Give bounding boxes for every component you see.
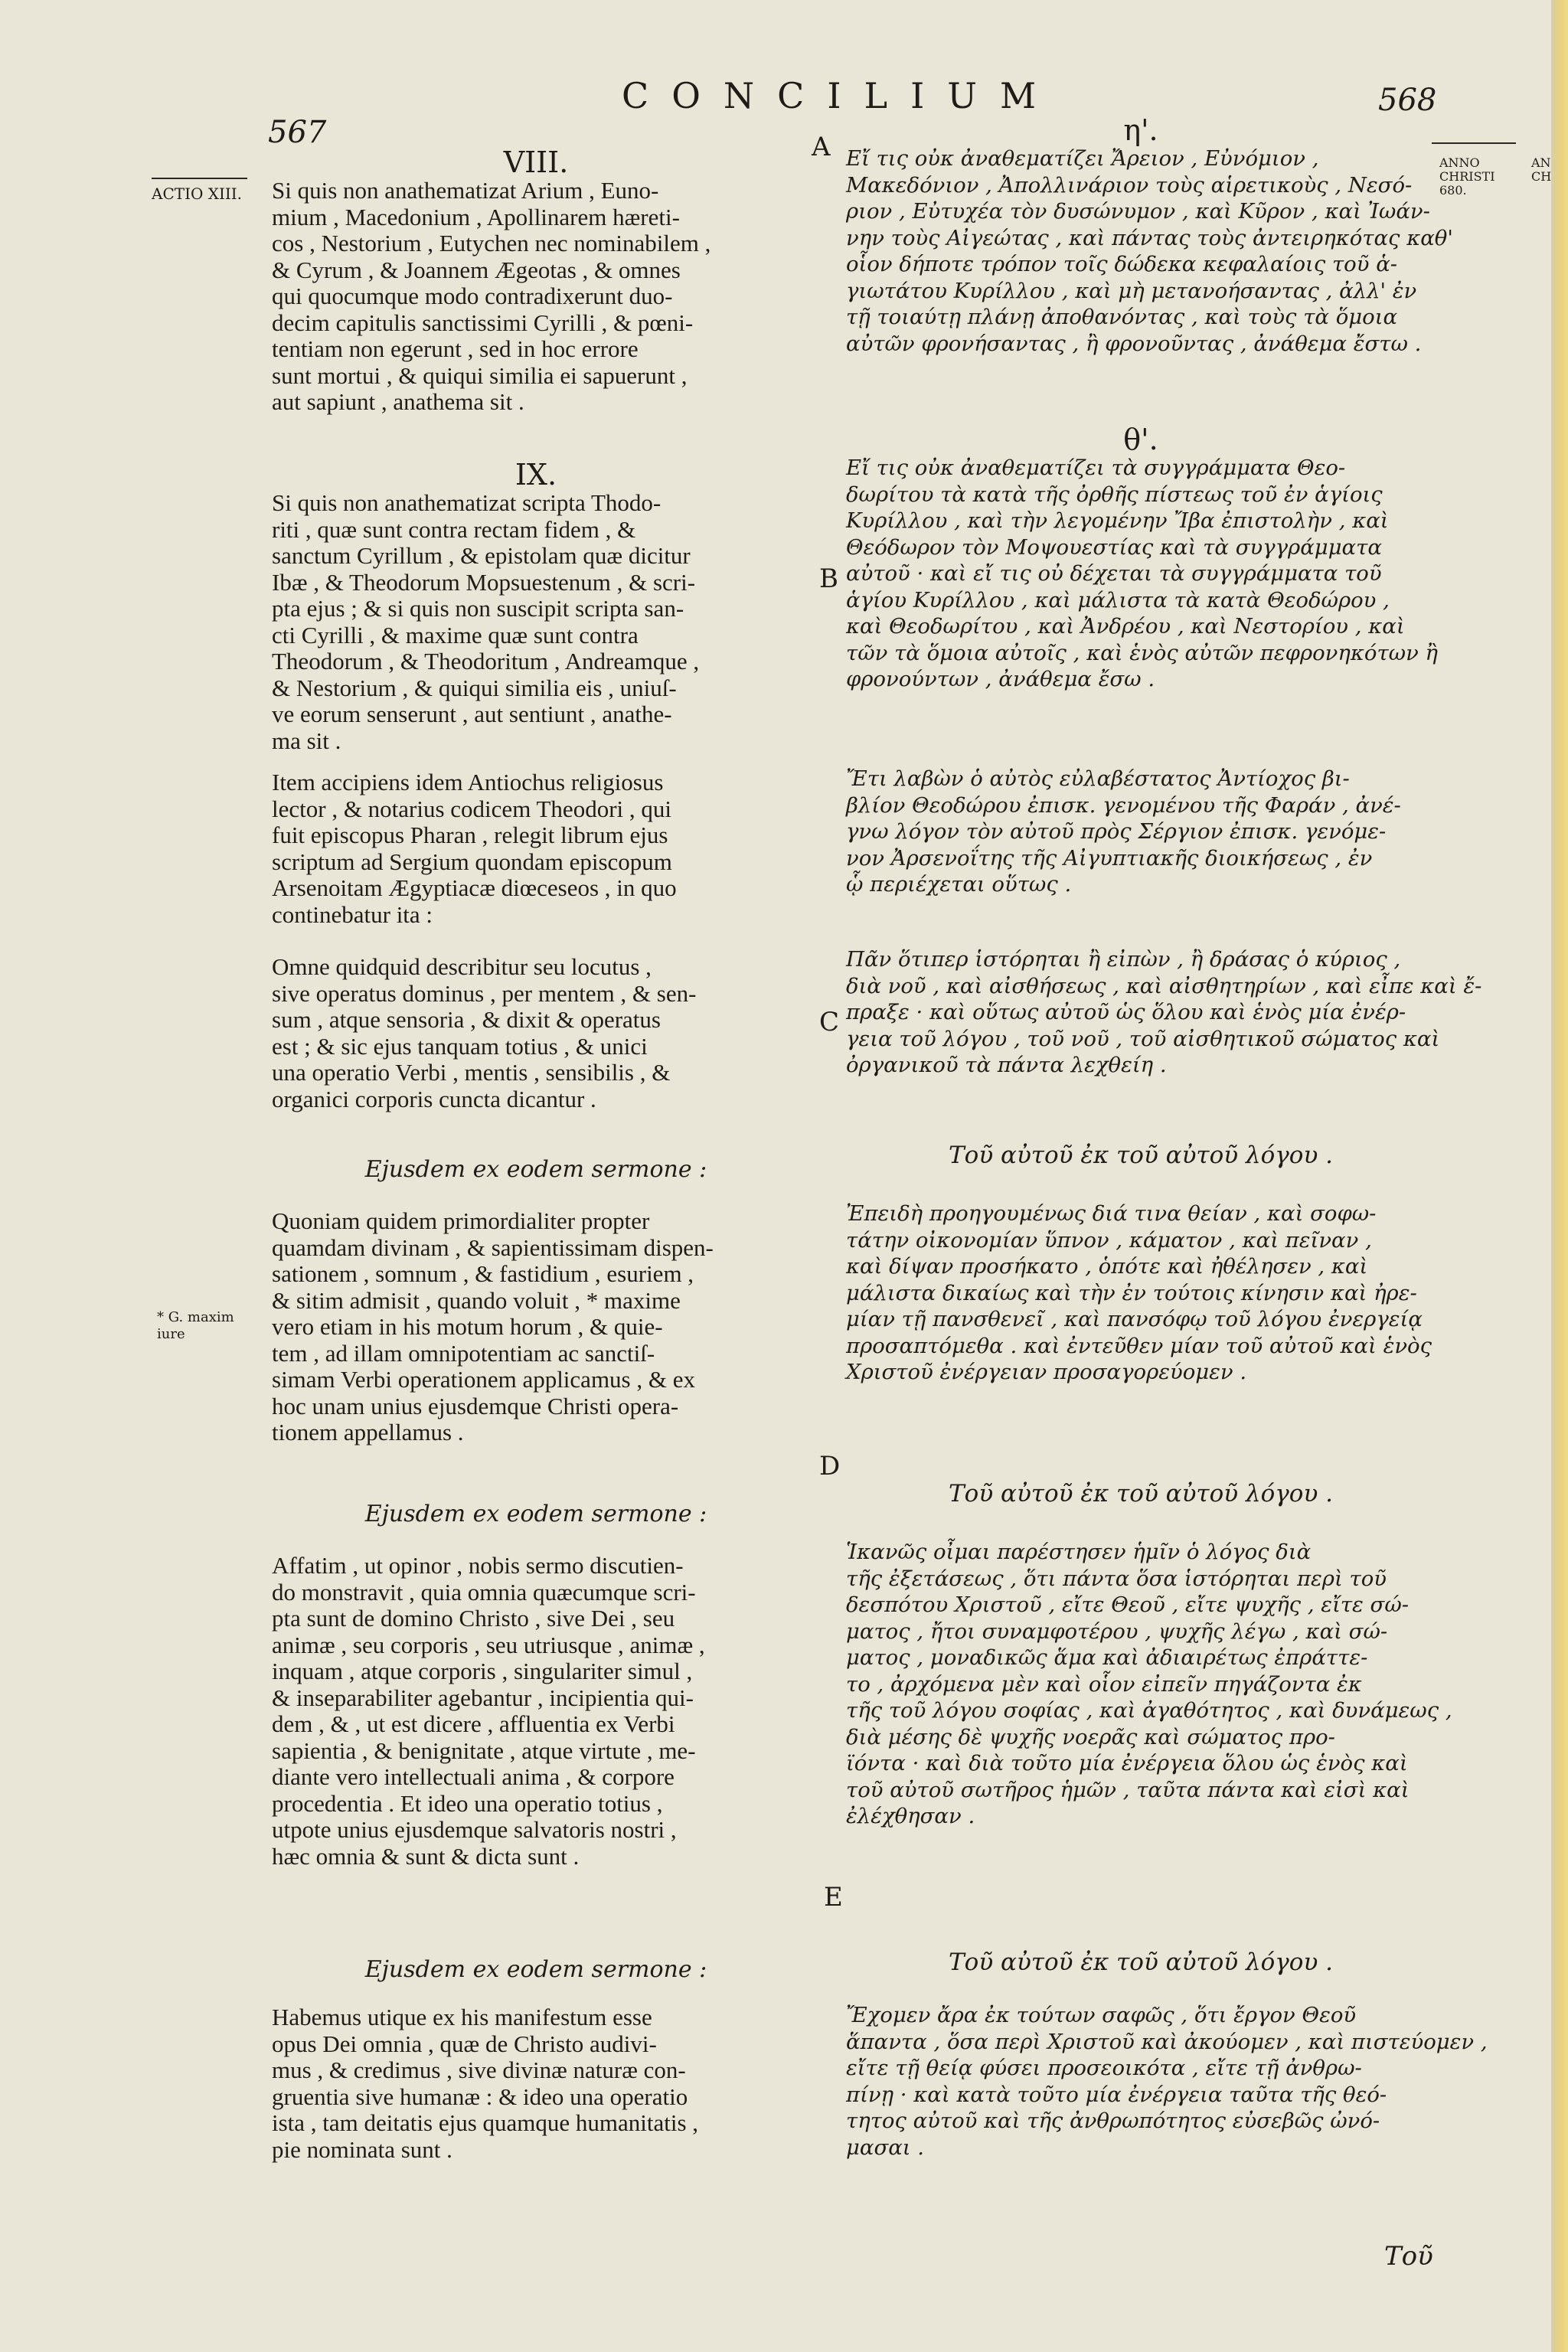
margin-note-cut: AN CH [1531,155,1552,184]
greek-paragraph-eti: Ἔτι λαβὼν ὁ αὐτὸς εὐλαβέστατος Ἀντίοχος βι- βλίον Θεοδώρου ἐπισκ. γενομένου τῆς Φαράν , ἀνέ- γνω λόγον τὸν αὐτοῦ πρὸς Σέργιον ἐπισκ. γενόμε- νον Ἀρσενοΐτης τῆς Αἰγυπτιακῆς διοικήσεως , ἐν ᾧ περιέχεται οὕτως . [846,766,1401,897]
greek-subheading-3: Τοῦ αὐτοῦ ἐκ τοῦ αὐτοῦ λόγου . [948,1949,1333,1976]
greek-subheading-2: Τοῦ αὐτοῦ ἐκ τοῦ αὐτοῦ λόγου . [948,1480,1333,1508]
margin-note-actio: ACTIO XIII. [152,185,243,203]
greek-subheading-1: Τοῦ αὐτοῦ ἐκ τοῦ αὐτοῦ λόγου . [948,1142,1333,1169]
latin-heading-viii: VIII. [503,145,569,179]
section-letter-a: A [812,132,831,162]
latin-paragraph-habemus: Habemus utique ex his manifestum esse opus Dei omnia , quæ de Christo audivi- mus , & credimus , sive divinæ naturæ con- gruentia sive humanæ : & ideo una operatio ista , tam deitatis ejus quamque humanitatis , pie nominata sunt . [272,2004,699,2163]
greek-paragraph-epeide: Ἐπειδὴ προηγουμένως διά τινα θείαν , καὶ σοφω- τάτην οἰκονομίαν ὕπνον , κάματον , καὶ πεῖναν , καὶ δίψαν προσήκατο , ὁπότε καὶ ἠθέλησεν , καὶ μάλιστα δικαίως καὶ τὴν ἐν τούτοις κίνησιν καὶ ἠρε- μίαν τῇ πανσθενεῖ , καὶ πανσόφῳ τοῦ λόγου ἐνεργείᾳ προσαπτόμεθα . καὶ ἐντεῦθεν μίαν τοῦ αὐτοῦ καὶ ἑνὸς Χριστοῦ ἐνέργειαν προσαγορεύομεν . [846,1201,1432,1384]
greek-paragraph-eta: Εἴ τις οὐκ ἀναθεματίζει Ἄρειον , Εὐνόμιον , Μακεδόνιον , Ἀπολλινάριον τοὺς αἱρετικοὺς , Νεσό- ριον , Εὐτυχέα τὸν δυσώνυμον , καὶ Κῦρον , καὶ Ἰωάν- νην τοὺς Αἰγεώτας , καὶ πάντας τοὺς ἀντειρηκότας καθ' οἷον δήποτε τρόπον τοῖς δώδεκα κεφαλαίοις τοῦ ἁ- γιωτάτου Κυρίλλου , καὶ μὴ μετανοήσαντας , ἀλλ' ἐν τῇ τοιαύτῃ πλάνῃ ἀποθανόντας , καὶ τοὺς τὰ ὅμοια αὐτῶν φρονήσαντας , ἢ φρονοῦντας , ἀνάθεμα ἔστω . [846,146,1453,356]
margin-rule-left [152,178,247,179]
latin-subheading-1: Ejusdem ex eodem sermone : [364,1156,707,1183]
latin-paragraph-ix: Si quis non anathematizat scripta Thodo- riti , quæ sunt contra rectam fidem , & sanctum Cyrillum , & epistolam quæ dicitur Ibæ , & Theodorum Mopsuestenum , & scri- pta ejus ; & si quis non suscipit scripta san- cti Cyrilli , & maxime quæ sunt contra Theodorum , & Theodoritum , Andreamque , & Nestorium , & quiqui similia eis , uniuſ- ve eorum senserunt , aut sentiunt , anathe- ma sit . [272,489,700,754]
section-letter-c: C [819,1007,840,1037]
greek-paragraph-pan: Πᾶν ὅτιπερ ἱστόρηται ἢ εἰπὼν , ἢ δράσας ὁ κύριος , διὰ νοῦ , καὶ αἰσθήσεως , καὶ αἰσθητηρίων , καὶ εἶπε καὶ ἔ- πραξε · καὶ οὕτως αὐτοῦ ὡς ὅλου καὶ ἑνὸς μία ἐνέρ- γεια τοῦ λόγου , τοῦ νοῦ , τοῦ αἰσθητικοῦ σώματος καὶ ὀργανικοῦ τὰ πάντα λεχθείη . [846,947,1482,1077]
footnote-marker: * G. maxim iure [157,1309,234,1342]
greek-heading-eta: η'. [1123,113,1158,147]
margin-rule-right [1432,142,1516,144]
section-letter-d: D [819,1451,841,1481]
running-title: CONCILIUM [622,75,1060,116]
section-letter-e: E [824,1882,843,1913]
latin-paragraph-viii: Si quis non anathematizat Arium , Euno- mium , Macedonium , Apollinarem hæreti- cos , Nestorium , Eutychen nec nominabilem , & Cyrum , & Joannem Ægeotas , & omnes qui quocumque modo contradixerunt duo- decim capitulis sanctissimi Cyrilli , & pœni- tentiam non egerunt , sed in hoc errore sunt mortui , & quiqui similia ei sapuerunt , aut sapiunt , anathema sit . [272,177,711,415]
greek-paragraph-theta: Εἴ τις οὐκ ἀναθεματίζει τὰ συγγράμματα Θεο- δωρίτου τὰ κατὰ τῆς ὀρθῆς πίστεως τοῦ ἐν ἁγίοις Κυρίλλου , καὶ τὴν λεγομένην Ἴβα ἐπιστολὴν , καὶ Θεόδωρον τὸν Μοψουεστίας καὶ τὰ συγγράμματα αὐτοῦ · καὶ εἴ τις οὐ δέχεται τὰ συγγράμματα τοῦ ἁγίου Κυρίλλου , καὶ μάλιστα τὰ κατὰ Θεοδώρου , καὶ Θεοδωρίτου , καὶ Ἀνδρέου , καὶ Νεστορίου , καὶ τῶν τὰ ὅμοια αὐτοῖς , καὶ ἑνὸς αὐτῶν πεφρονηκότων ἢ φρονούντων , ἀνάθεμα ἔσω . [846,456,1439,691]
latin-subheading-2: Ejusdem ex eodem sermone : [364,1501,707,1527]
page-number-left: 567 [268,115,327,150]
page-edge-strip [1551,0,1568,2352]
greek-paragraph-ikanos: Ἱκανῶς οἶμαι παρέστησεν ἡμῖν ὁ λόγος διὰ τῆς ἐξετάσεως , ὅτι πάντα ὅσα ἱστόρηται περὶ τοῦ δεσπότου Χριστοῦ , εἴτε Θεοῦ , εἴτε ψυχῆς , εἴτε σώ- ματος , ἤτοι συναμφοτέρου , ψυχῆς λέγω , καὶ σώ- ματος , μοναδικῶς ἅμα καὶ ἀδιαιρέτως ἐπράττε- το , ἀρχόμενα μὲν καὶ οἷον εἰπεῖν πηγάζοντα ἐκ τῆς τοῦ λόγου σοφίας , καὶ ἀγαθότητος , καὶ δυνάμεως , διὰ μέσης δὲ ψυχῆς νοερᾶς καὶ σώματος προ- ϊόντα · καὶ διὰ τοῦτο μία ἐνέργεια ὅλου ὡς ἑνὸς καὶ τοῦ αὐτοῦ σωτῆρος ἡμῶν , ταῦτα πάντα καὶ εἰσὶ καὶ ἐλέχθησαν . [846,1540,1452,1828]
catchword: Τοῦ [1384,2241,1433,2272]
margin-note-anno: ANNO CHRISTI 680. [1439,155,1495,198]
section-letter-b: B [819,564,838,594]
latin-heading-ix: IX. [514,458,557,492]
page-number-right: 568 [1378,83,1437,118]
greek-heading-theta: θ'. [1123,423,1158,456]
greek-paragraph-echomen: Ἔχομεν ἄρα ἐκ τούτων σαφῶς , ὅτι ἔργον Θεοῦ ἅπαντα , ὅσα περὶ Χριστοῦ καὶ ἀκούομεν , καὶ πιστεύομεν , εἴτε τῇ θείᾳ φύσει προσεοικότα , εἴτε τῇ ἀνθρω- πίνῃ · καὶ κατὰ τοῦτο μία ἐνέργεια ταῦτα τῆς θεό- τητος αὐτοῦ καὶ τῆς ἀνθρωπότητος εὐσεβῶς ὠνό- μασαι . [846,2003,1488,2160]
latin-paragraph-affatim: Affatim , ut opinor , nobis sermo discutien- do monstravit , quia omnia quæcumque scri- pta sunt de domino Christo , sive Dei , seu animæ , seu corporis , seu utriusque , animæ , inquam , atque corporis , singulariter simul , & inseparabiliter agebantur , incipientia qui- dem , & , ut est dicere , affluentia ex Verbi sapientia , & benignitate , atque virtute , me- diante vero intellectuali anima , & corpore procedentia . Et ideo una operatio totius , utpote unius ejusdemque salvatoris nostri , hæc omnia & sunt & dicta sunt . [272,1552,705,1870]
latin-paragraph-quoniam: Quoniam quidem primordialiter propter quamdam divinam , & sapientissimam dispen- sationem , somnum , & fastidium , esuriem , & sitim admisit , quando voluit , * maxime vero etiam in his motum horum , & quie- tem , ad illam omnipotentiam ac sanctiſ- simam Verbi operationem applicamus , & ex hoc unam unius ejusdemque Christi opera- tionem appellamus . [272,1207,714,1446]
latin-paragraph-item: Item accipiens idem Antiochus religiosus lector , & notarius codicem Theodori , qui fuit episcopus Pharan , relegit librum ejus scriptum ad Sergium quondam episcopum Arsenoitam Ægyptiacæ diœceseos , in quo continebatur ita : [272,769,677,928]
latin-paragraph-omne: Omne quidquid describitur seu locutus , sive operatus dominus , per mentem , & sen- sum , atque sensoria , & dixit & operatus est ; & sic ejus tanquam totius , & unici una operatio Verbi , mentis , sensibilis , & organici corporis cuncta dicantur . [272,953,697,1112]
latin-subheading-3: Ejusdem ex eodem sermone : [364,1956,707,1983]
